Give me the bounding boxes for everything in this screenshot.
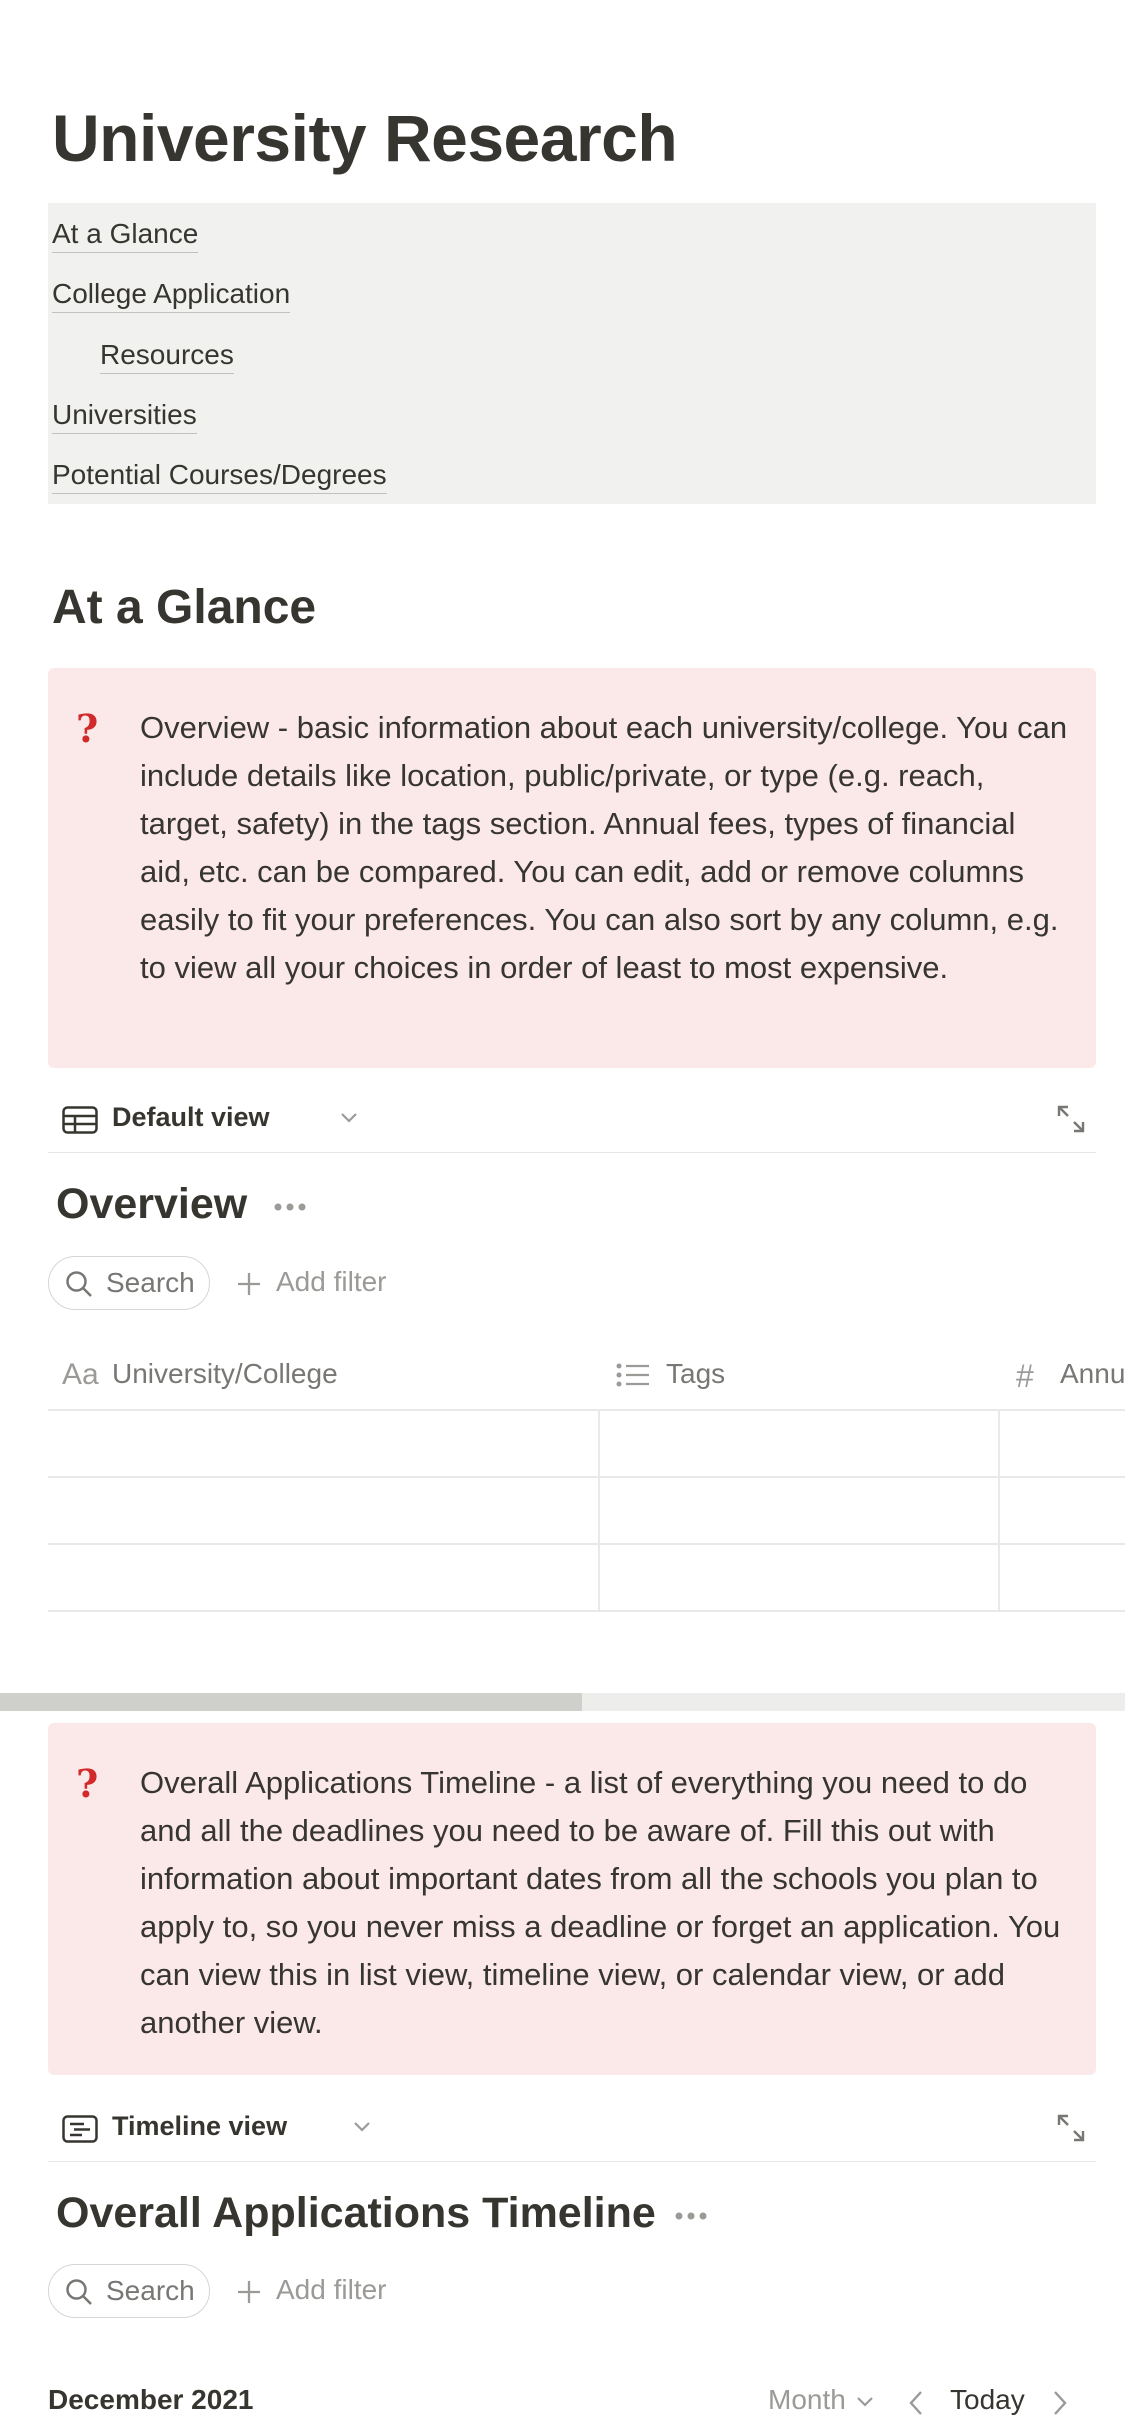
table-divider <box>48 1610 1125 1612</box>
horizontal-scrollbar[interactable] <box>0 1693 1125 1711</box>
callout-text: Overall Applications Timeline - a list of everything you need to do and all the deadlines you need to be aware of. Fill this out with information about important dates from all the schools you plan to apply to, so you never miss a deadline or forget an application. You can view this in list view, timeline view, or calendar view, or add another view. <box>140 1765 1061 2040</box>
timeline-header <box>48 2380 1096 2424</box>
search-label: Search <box>106 2275 195 2306</box>
toc-item-resources[interactable]: Resources <box>100 338 234 374</box>
overview-db-title[interactable]: Overview <box>56 1180 248 1228</box>
text-property-icon: Aa <box>62 1358 99 1391</box>
list-icon <box>616 1362 650 1388</box>
chevron-left-icon[interactable] <box>908 2390 924 2416</box>
table-row[interactable] <box>48 1411 1125 1475</box>
chevron-down-icon[interactable] <box>340 1112 358 1124</box>
table-view-icon <box>62 1106 98 1134</box>
timeline-search-button[interactable] <box>48 2264 210 2318</box>
timeline-view-bar <box>48 2095 1096 2162</box>
table-of-contents <box>48 203 1096 504</box>
overview-search-button[interactable] <box>48 1256 210 1310</box>
view-selector[interactable]: Default view <box>112 1102 270 1132</box>
chevron-right-icon[interactable] <box>1052 2390 1068 2416</box>
expand-icon[interactable] <box>1056 2113 1086 2143</box>
timeline-callout <box>48 1723 1096 2075</box>
current-month-label: December 2021 <box>48 2384 254 2415</box>
chevron-down-icon[interactable] <box>353 2121 371 2133</box>
toc-item-college-application[interactable]: College Application <box>52 277 290 313</box>
add-filter-label: Add filter <box>276 1266 387 1297</box>
page-title: University Research <box>52 101 678 175</box>
expand-icon[interactable] <box>1056 1104 1086 1134</box>
search-icon <box>65 2278 93 2306</box>
column-label: University/College <box>112 1358 338 1389</box>
timeline-add-filter-button[interactable] <box>236 2264 436 2318</box>
view-selector[interactable]: Timeline view <box>112 2111 288 2141</box>
more-options-icon[interactable] <box>674 2211 708 2221</box>
column-header-annual[interactable] <box>1016 1340 1125 1410</box>
plus-icon <box>236 1271 262 1297</box>
column-header-university[interactable] <box>62 1340 592 1410</box>
plus-icon <box>236 2279 262 2305</box>
question-mark-icon: ? <box>76 706 99 751</box>
search-icon <box>65 1270 93 1298</box>
overview-callout <box>48 668 1096 1068</box>
question-mark-icon: ? <box>76 1761 99 1806</box>
number-property-icon: # <box>1016 1358 1034 1394</box>
more-options-icon[interactable] <box>273 1202 307 1212</box>
zoom-mode-select[interactable]: Month <box>768 2384 846 2415</box>
toc-item-universities[interactable]: Universities <box>52 398 197 434</box>
today-button[interactable]: Today <box>950 2384 1025 2415</box>
toc-item-potential-courses[interactable]: Potential Courses/Degrees <box>52 458 387 494</box>
column-label: Annu <box>1060 1358 1125 1389</box>
chevron-down-icon[interactable] <box>856 2396 874 2408</box>
scrollbar-thumb[interactable] <box>0 1693 582 1711</box>
timeline-db-title[interactable]: Overall Applications Timeline <box>56 2189 656 2237</box>
column-header-tags[interactable] <box>616 1340 996 1410</box>
section-heading: At a Glance <box>52 581 317 634</box>
callout-text: Overview - basic information about each university/college. You can include details like location, public/private, or type (e.g. reach, target, safety) in the tags section. Annual fees, types of financial aid, etc. can be compared. You can edit, add or remove columns easily to fit your preferences. You can also sort by any column, e.g. to view all your choices in order of least to most expensive. <box>140 710 1068 985</box>
overview-table <box>48 1340 1125 1612</box>
add-filter-label: Add filter <box>276 2274 387 2305</box>
overview-view-bar <box>48 1086 1096 1153</box>
overview-add-filter-button[interactable] <box>236 1256 436 1310</box>
search-label: Search <box>106 1267 195 1298</box>
toc-item-at-a-glance[interactable]: At a Glance <box>52 217 198 253</box>
column-label: Tags <box>666 1358 726 1389</box>
timeline-view-icon <box>62 2115 98 2143</box>
table-row[interactable] <box>48 1478 1125 1542</box>
table-row[interactable] <box>48 1545 1125 1609</box>
